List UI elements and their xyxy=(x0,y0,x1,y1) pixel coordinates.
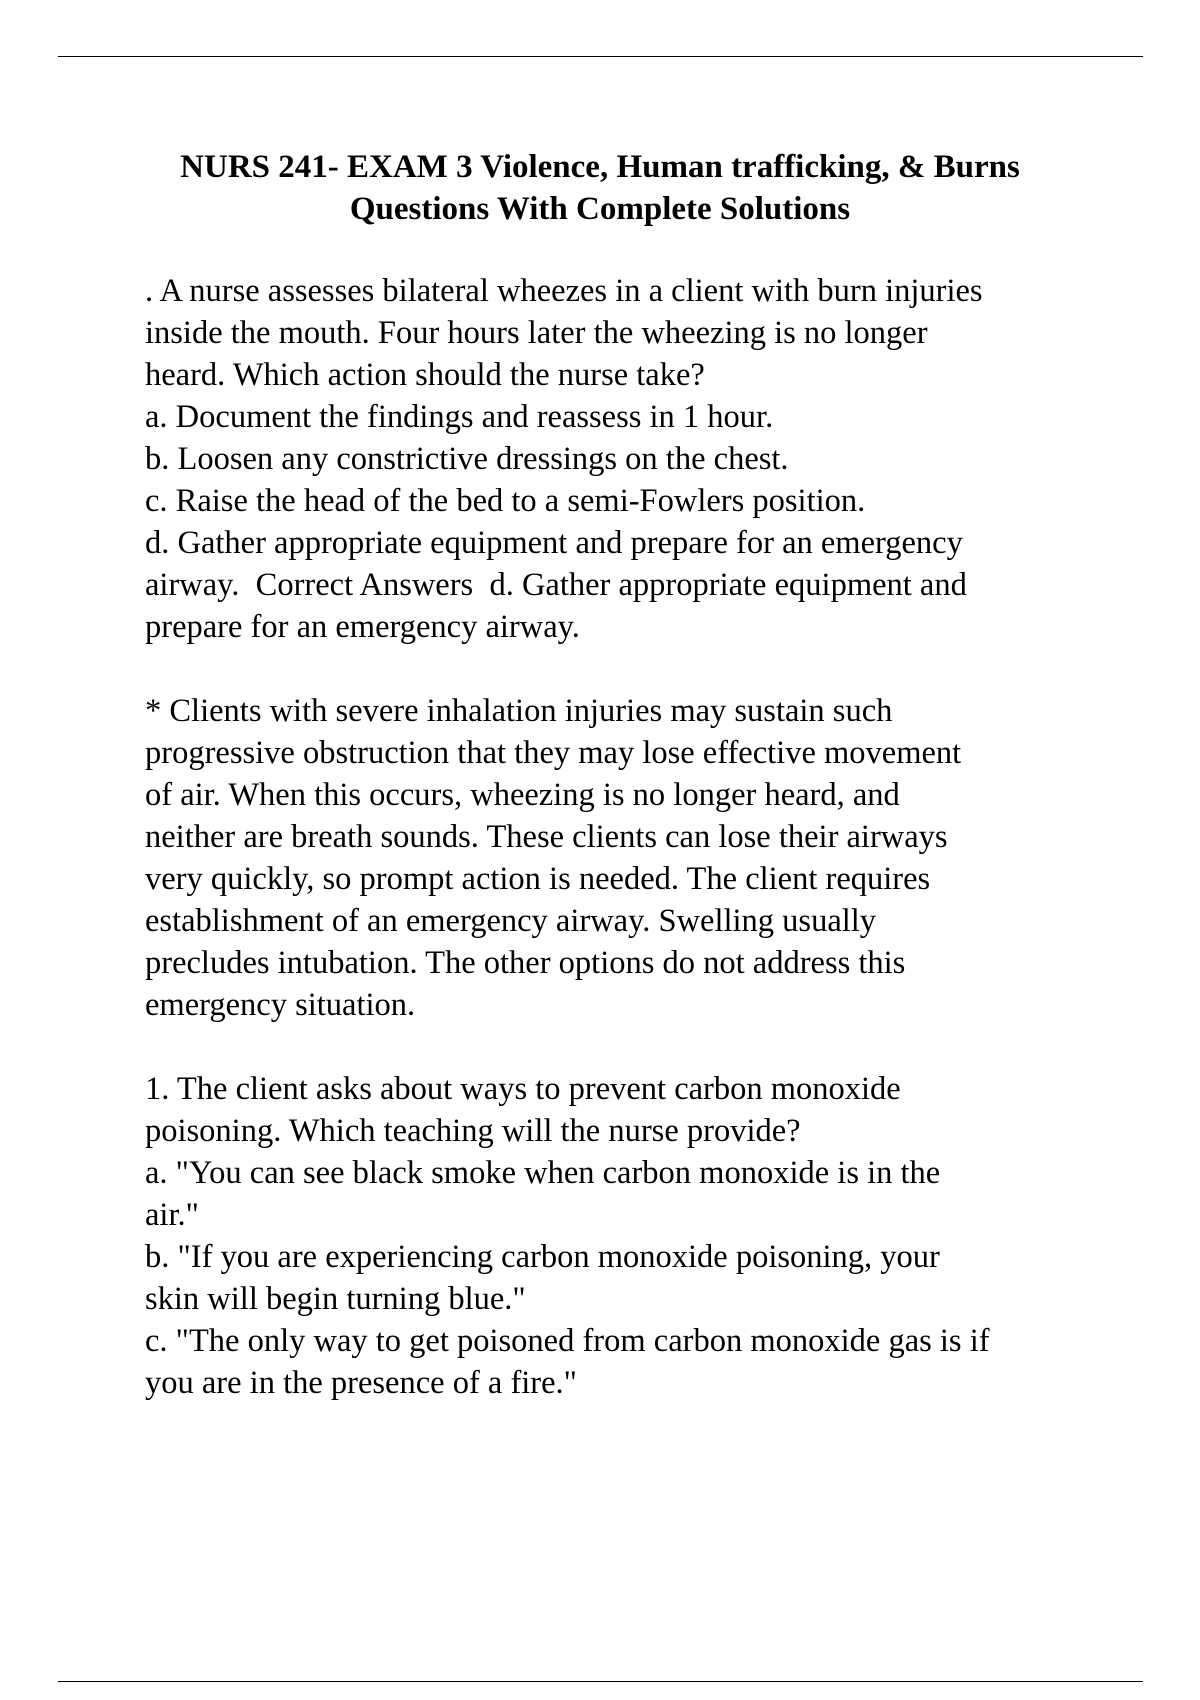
question-1 xyxy=(145,270,1105,648)
rationale-1 xyxy=(145,690,1105,1026)
question-1-stem-line: . A nurse assesses bilateral wheezes in a client with burn injuries xyxy=(145,273,983,309)
document-body xyxy=(145,270,1105,1446)
question-2-option-c-cont: you are in the presence of a fire." xyxy=(145,1365,577,1401)
title-line-2: Questions With Complete Solutions xyxy=(349,191,851,227)
title-line-1: NURS 241- EXAM 3 Violence, Human trafficking, & Burns xyxy=(180,149,1020,185)
question-1-option-d: d. Gather appropriate equipment and prepare for an emergency xyxy=(145,525,963,561)
question-2-option-a-cont: air." xyxy=(145,1197,199,1233)
rationale-line: progressive obstruction that they may lose effective movement xyxy=(145,735,962,771)
rationale-line: very quickly, so prompt action is needed. The client requires xyxy=(145,861,931,897)
rationale-line: establishment of an emergency airway. Swelling usually xyxy=(145,903,877,939)
question-1-option-c: c. Raise the head of the bed to a semi-Fowlers position. xyxy=(145,483,866,519)
question-2-option-b-cont: skin will begin turning blue." xyxy=(145,1281,526,1317)
rationale-line: * Clients with severe inhalation injuries may sustain such xyxy=(145,693,893,729)
question-1-stem-line: inside the mouth. Four hours later the wheezing is no longer xyxy=(145,315,928,351)
top-rule xyxy=(58,56,1143,57)
question-1-option-b: b. Loosen any constrictive dressings on the chest. xyxy=(145,441,789,477)
rationale-line: neither are breath sounds. These clients can lose their airways xyxy=(145,819,948,855)
question-1-stem-line: heard. Which action should the nurse take? xyxy=(145,357,705,393)
rationale-line: precludes intubation. The other options do not address this xyxy=(145,945,906,981)
rationale-line: emergency situation. xyxy=(145,987,416,1023)
question-2-option-c: c. "The only way to get poisoned from carbon monoxide gas is if xyxy=(145,1323,990,1359)
question-1-answer-line: airway. Correct Answers d. Gather appropriate equipment and xyxy=(145,567,967,603)
question-2-stem-line: poisoning. Which teaching will the nurse provide? xyxy=(145,1113,801,1149)
rationale-line: of air. When this occurs, wheezing is no longer heard, and xyxy=(145,777,900,813)
question-2 xyxy=(145,1068,1105,1404)
document-title xyxy=(120,146,1080,230)
question-2-option-b: b. "If you are experiencing carbon monoxide poisoning, your xyxy=(145,1239,940,1275)
question-2-option-a: a. "You can see black smoke when carbon monoxide is in the xyxy=(145,1155,941,1191)
bottom-rule xyxy=(58,1681,1143,1682)
question-1-answer-line: prepare for an emergency airway. xyxy=(145,609,580,645)
question-1-option-a: a. Document the findings and reassess in 1 hour. xyxy=(145,399,774,435)
question-2-stem-line: 1. The client asks about ways to prevent carbon monoxide xyxy=(145,1071,901,1107)
